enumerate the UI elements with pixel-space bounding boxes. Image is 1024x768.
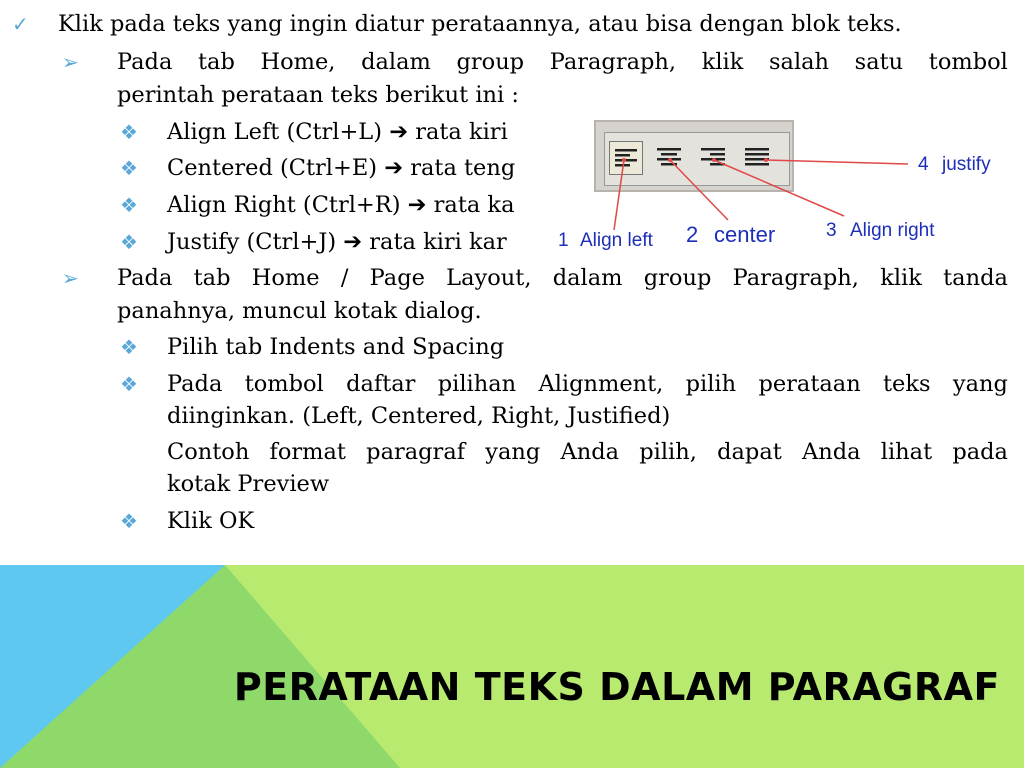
right-arrow-icon: ➔	[384, 155, 404, 181]
word: dalam	[552, 265, 623, 291]
arrowhead-bullet-icon: ➢	[62, 266, 79, 290]
word: tombol	[928, 49, 1008, 75]
paragraph-1-line-2: perintah perataan teks berikut ini :	[117, 82, 519, 108]
word: pada	[952, 439, 1008, 465]
diamond-bullet-icon: ❖	[120, 230, 138, 254]
word: Alignment,	[538, 371, 664, 397]
word: Pada	[117, 265, 173, 291]
word: tab	[198, 49, 235, 75]
word: Paragraph,	[732, 265, 859, 291]
figure-label-num: 4	[918, 154, 929, 175]
figure-label-justify: justify	[942, 154, 991, 175]
word: tab	[193, 265, 231, 291]
item-centered	[167, 152, 515, 184]
word: dapat	[717, 439, 782, 465]
word: Home	[251, 265, 320, 291]
word: paragraf	[366, 439, 466, 465]
word: lihat	[880, 439, 933, 465]
word: pilih,	[639, 439, 697, 465]
word: Layout,	[446, 265, 532, 291]
word: group	[456, 49, 525, 75]
item-indents: Pilih tab Indents and Spacing	[167, 334, 505, 360]
word: yang	[952, 371, 1008, 397]
figure-label-num: 3	[826, 220, 837, 241]
item-centered-label: Centered (Ctrl+E)	[167, 155, 378, 181]
word: satu	[854, 49, 904, 75]
right-arrow-icon: ➔	[389, 119, 409, 145]
item-justify-label: Justify (Ctrl+J)	[167, 229, 337, 255]
word: yang	[485, 439, 541, 465]
word: Contoh	[167, 439, 250, 465]
word: Pada	[167, 371, 223, 397]
diamond-bullet-icon: ❖	[120, 335, 138, 359]
word: klik	[701, 49, 744, 75]
word: dalam	[361, 49, 431, 75]
item-centered-desc: rata teng	[410, 155, 516, 181]
item-alignment-line-1	[167, 368, 1008, 400]
word: klik	[880, 265, 922, 291]
figure-label-align-right: Align right	[850, 220, 935, 241]
item-klik-ok: Klik OK	[167, 508, 255, 534]
right-arrow-icon: ➔	[343, 229, 363, 255]
figure-label-num: 2	[686, 222, 699, 247]
item-justify-desc: rata kiri kar	[369, 229, 507, 255]
item-align-left	[167, 116, 508, 148]
figure-label-center: center	[714, 222, 776, 247]
figure-label-align-left: Align left	[580, 230, 653, 251]
item-align-left-label: Align Left (Ctrl+L)	[167, 119, 383, 145]
word: salah	[768, 49, 830, 75]
item-align-left-desc: rata kiri	[415, 119, 508, 145]
alignment-buttons-figure	[548, 112, 1020, 260]
diamond-bullet-icon: ❖	[120, 372, 138, 396]
slide-title: PERATAAN TEKS DALAM PARAGRAF	[233, 665, 1000, 709]
diamond-bullet-icon: ❖	[120, 120, 138, 144]
arrowhead-bullet-icon: ➢	[62, 50, 79, 74]
word: teks	[883, 371, 931, 397]
item-align-right-desc: rata ka	[433, 192, 515, 218]
word: perataan	[758, 371, 861, 397]
word: /	[340, 265, 349, 291]
diamond-bullet-icon: ❖	[120, 193, 138, 217]
word: group	[643, 265, 712, 291]
word: pilihan	[437, 371, 517, 397]
paragraph-2-line-1	[117, 262, 1008, 294]
word: tanda	[943, 265, 1008, 291]
item-justify	[167, 226, 507, 258]
check-bullet-icon: ✓	[12, 12, 29, 36]
body-line-1: Klik pada teks yang ingin diatur perataannya, atau bisa dengan blok teks.	[58, 11, 902, 37]
word: Page	[369, 265, 425, 291]
diamond-bullet-icon: ❖	[120, 509, 138, 533]
word: Home,	[260, 49, 336, 75]
word: Pada	[117, 49, 173, 75]
preview-line-2: kotak Preview	[167, 471, 330, 497]
word: Paragraph,	[549, 49, 677, 75]
diamond-bullet-icon: ❖	[120, 156, 138, 180]
word: daftar	[346, 371, 416, 397]
word: Anda	[802, 439, 861, 465]
item-alignment-line-2: diinginkan. (Left, Centered, Right, Justified)	[167, 403, 671, 429]
preview-line-1	[167, 436, 1008, 468]
word: format	[269, 439, 346, 465]
word: pilih	[685, 371, 737, 397]
paragraph-2-line-2: panahnya, muncul kotak dialog.	[117, 298, 482, 324]
word: tombol	[244, 371, 324, 397]
word: Anda	[560, 439, 620, 465]
item-align-right	[167, 189, 514, 221]
figure-label-num: 1	[558, 230, 569, 251]
paragraph-1-line-1	[117, 46, 1008, 78]
right-arrow-icon: ➔	[407, 192, 427, 218]
item-align-right-label: Align Right (Ctrl+R)	[167, 192, 401, 218]
